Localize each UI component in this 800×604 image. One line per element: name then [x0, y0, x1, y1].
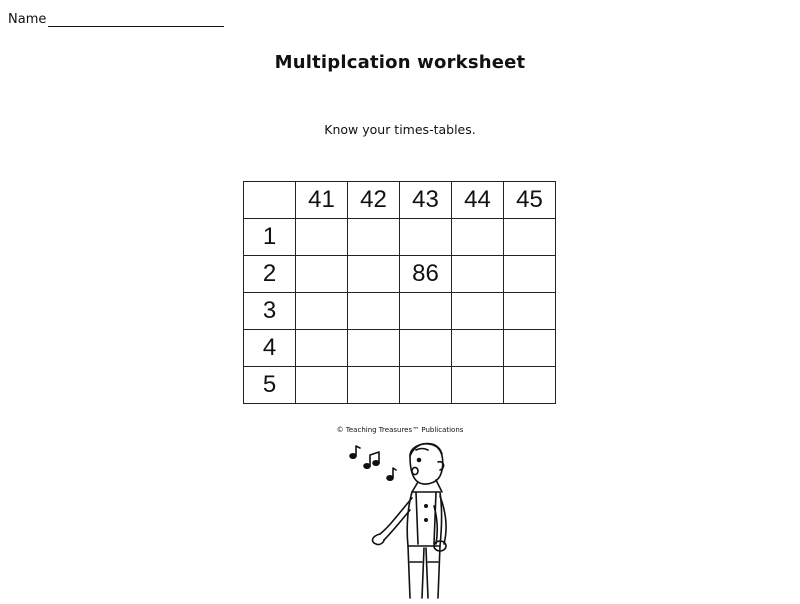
row-header: 1 — [244, 219, 296, 256]
name-blank-line[interactable] — [48, 13, 224, 27]
row-header: 3 — [244, 293, 296, 330]
column-header: 45 — [504, 182, 556, 219]
answer-cell[interactable] — [400, 293, 452, 330]
answer-cell[interactable] — [296, 293, 348, 330]
answer-cell[interactable] — [504, 330, 556, 367]
row-header: 4 — [244, 330, 296, 367]
copyright-notice: © Teaching Treasures™ Publications — [336, 426, 464, 434]
answer-cell[interactable] — [348, 330, 400, 367]
answer-cell[interactable] — [348, 367, 400, 404]
answer-cell[interactable] — [348, 293, 400, 330]
table-row — [244, 293, 556, 330]
answer-cell[interactable] — [452, 219, 504, 256]
music-note-icon — [350, 446, 360, 458]
music-note-icon — [387, 468, 396, 480]
answer-cell[interactable] — [452, 367, 504, 404]
column-header: 42 — [348, 182, 400, 219]
table-row — [244, 256, 556, 293]
answer-cell[interactable] — [296, 219, 348, 256]
column-header: 43 — [400, 182, 452, 219]
answer-cell[interactable] — [296, 330, 348, 367]
answer-cell[interactable] — [400, 367, 452, 404]
worksheet-title: Multiplcation worksheet — [274, 52, 526, 73]
answer-cell[interactable] — [296, 367, 348, 404]
answer-cell[interactable] — [400, 330, 452, 367]
answer-cell[interactable] — [452, 256, 504, 293]
multiplication-table — [243, 181, 556, 404]
answer-cell[interactable] — [452, 330, 504, 367]
singing-boy-illustration — [340, 436, 460, 604]
answer-cell[interactable] — [452, 293, 504, 330]
table-header-row — [244, 182, 556, 219]
answer-cell[interactable] — [400, 219, 452, 256]
answer-cell[interactable] — [504, 293, 556, 330]
music-note-icon — [364, 452, 379, 468]
answer-cell[interactable] — [504, 219, 556, 256]
example-answer-cell[interactable]: 86 — [400, 256, 452, 293]
table-corner-cell — [244, 182, 296, 219]
row-header: 2 — [244, 256, 296, 293]
table-row — [244, 330, 556, 367]
answer-cell[interactable] — [296, 256, 348, 293]
table-row — [244, 367, 556, 404]
name-field — [8, 12, 224, 27]
worksheet-instructions: Know your times-tables. — [324, 122, 476, 137]
table-row — [244, 219, 556, 256]
answer-cell[interactable] — [348, 256, 400, 293]
answer-cell[interactable] — [504, 256, 556, 293]
column-header: 41 — [296, 182, 348, 219]
row-header: 5 — [244, 367, 296, 404]
answer-cell[interactable] — [504, 367, 556, 404]
column-header: 44 — [452, 182, 504, 219]
name-label: Name — [8, 12, 47, 27]
answer-cell[interactable] — [348, 219, 400, 256]
